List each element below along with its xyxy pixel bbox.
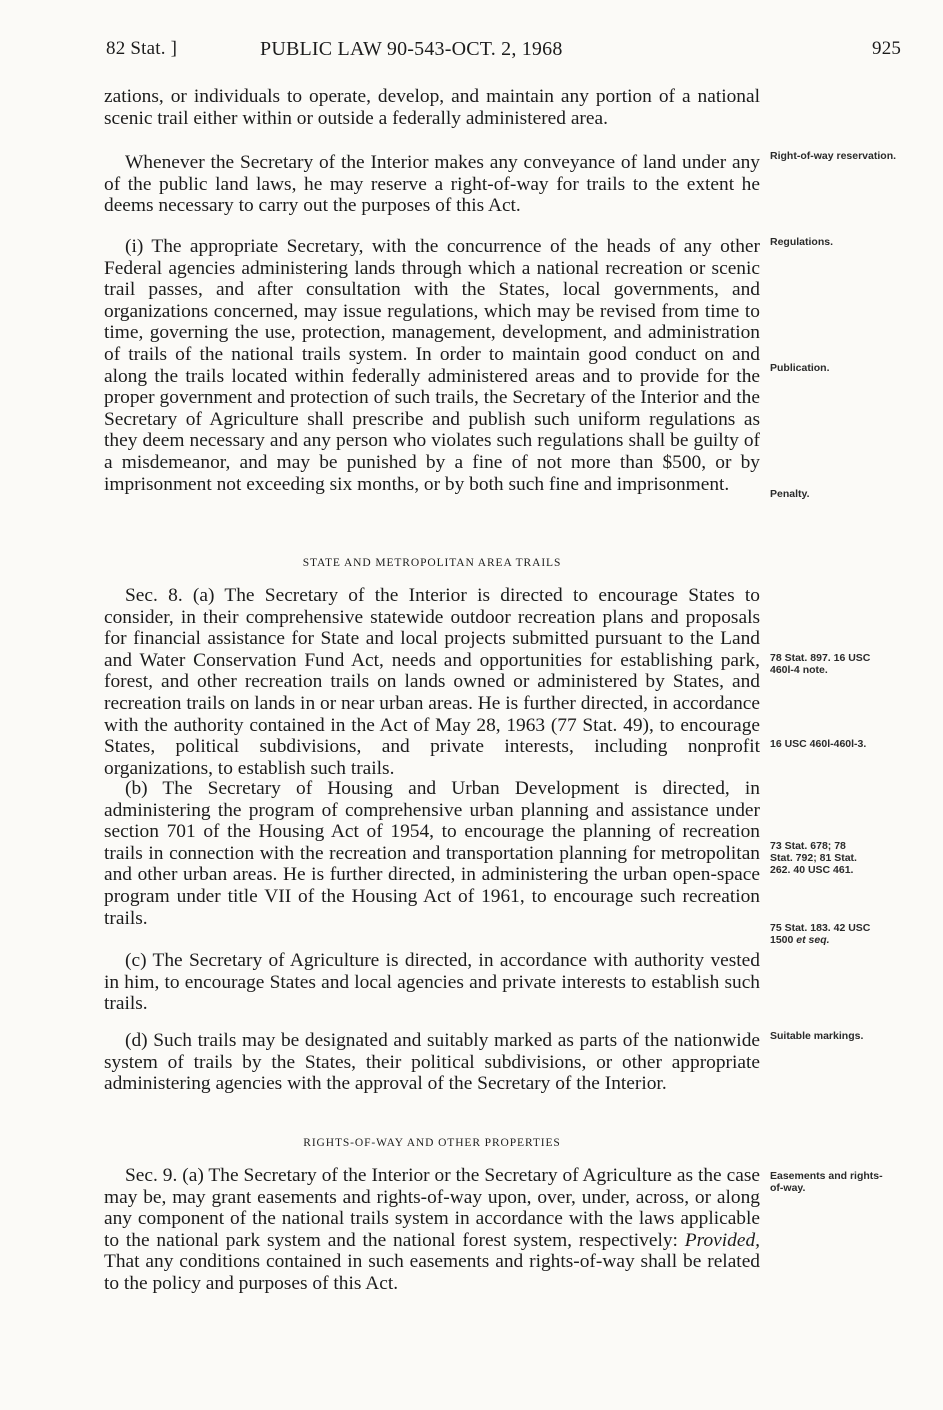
page-stat-ref: 82 Stat. ] [106,38,178,59]
paragraph-regulations [104,236,760,495]
margin-note-16usc: 16 USC 460l-460l-3. [770,738,867,750]
paragraph-text: zations, or individuals to operate, develop, and maintain any portion of a national scenic trail either within or outside a federally administered area. [104,86,760,129]
paragraph-sec9a [104,1165,760,1295]
paragraph-sec8c [104,950,760,1015]
paragraph-sec8d [104,1030,760,1095]
margin-note-penalty: Penalty. [770,488,810,500]
margin-note-stat-897: 78 Stat. 897. 16 USC 460l-4 note. [770,652,871,676]
margin-note-right-of-way: Right-of-way reservation. [770,150,897,162]
paragraph-sec8a [104,585,760,779]
paragraph-text [104,1165,760,1295]
margin-note-regulations: Regulations. [770,236,834,248]
margin-note-stat-183 [770,922,880,946]
margin-note-easements: Easements and rights-of-way. [770,1170,883,1194]
margin-note-stat-678: 73 Stat. 678; 78 Stat. 792; 81 Stat. 262. 40 USC 461. [770,840,857,876]
paragraph-text: Whenever the Secretary of the Interior makes any conveyance of land under any of the public land laws, he may reserve a right-of-way for trails to the extent he deems necessary to carry out the purposes of this Act. [104,152,760,217]
paragraph-continuation [104,86,760,129]
section-heading-rights-of-way: RIGHTS-OF-WAY AND OTHER PROPERTIES [303,1137,561,1149]
page-title: PUBLIC LAW 90-543-OCT. 2, 1968 [260,38,563,60]
margin-note-et-seq: et seq. [796,934,830,946]
sec9-main-text: Sec. 9. (a) The Secretary of the Interior or the Secretary of Agriculture as the case may be, may grant easements and rights-of-way upon, over, under, across, or along any component of the national trails system in accordance with the laws applicable to the national park system and the national forest system, respectively: [104,1165,760,1251]
paragraph-text: Sec. 8. (a) The Secretary of the Interior is directed to encourage States to consider, in their comprehensive statewide outdoor recreation plans and proposals for financial assistance for State and local projects submitted pursuant to the Land and Water Conservation Fund Act, needs and opportunities for establishing park, forest, and other recreation trails on lands owned or administered by States, and recreation trails on lands in or near urban areas. He is further directed, in accordance with the authority contained in the Act of May 28, 1963 (77 Stat. 49), to encourage States, political subdivisions, and private interests, including nonprofit organizations, to establish such trails. [104,585,760,779]
margin-note-markings: Suitable markings. [770,1030,864,1042]
sec9-end-text: That any conditions contained in such easements and rights-of-way shall be related to the policy and purposes of this Act. [104,1251,760,1294]
paragraph-text: (b) The Secretary of Housing and Urban Development is directed, in administering the program of comprehensive urban planning and assistance under section 701 of the Housing Act of 1954, to encourage the planning of recreation trails in connection with the recreation and transportation planning for metropolitan and other urban areas. He is further directed, in administering the urban open-space program under title VII of the Housing Act of 1961, to encourage such recreation trails. [104,778,760,929]
margin-note-stat-183-text: 75 Stat. 183. 42 USC 1500 [770,922,871,946]
paragraph-text: (c) The Secretary of Agriculture is directed, in accordance with authority vested in him, to encourage States and local agencies and private interests to establish such trails. [104,950,760,1015]
section-heading-state-trails: STATE AND METROPOLITAN AREA TRAILS [302,557,562,569]
page-number: 925 [872,38,902,59]
paragraph-sec8b [104,778,760,929]
paragraph-right-of-way [104,152,760,217]
sec9-provided: Provided, [684,1229,760,1251]
margin-note-publication: Publication. [770,362,830,374]
paragraph-text: (i) The appropriate Secretary, with the concurrence of the heads of any other Federal agencies administering lands through which a national recreation or scenic trail passes, and after consultation with the States, local governments, and organizations concerned, may issue regulations, which may be revised from time to time, governing the use, protection, management, development, and administration of trails of the national trails system. In order to maintain good conduct on and along the trails located within federally administered areas and to provide for the proper government and protection of such trails, the Secretary of the Interior and the Secretary of Agriculture shall prescribe and publish such uniform regulations as they deem necessary and any person who violates such regulations shall be guilty of a misdemeanor, and may be punished by a fine of not more than $500, or by imprisonment not exceeding six months, or by both such fine and imprisonment. [104,236,760,495]
paragraph-text: (d) Such trails may be designated and suitably marked as parts of the nationwide system of trails by the States, their political subdivisions, or other appropriate administering agencies with the approval of the Secretary of the Interior. [104,1030,760,1095]
